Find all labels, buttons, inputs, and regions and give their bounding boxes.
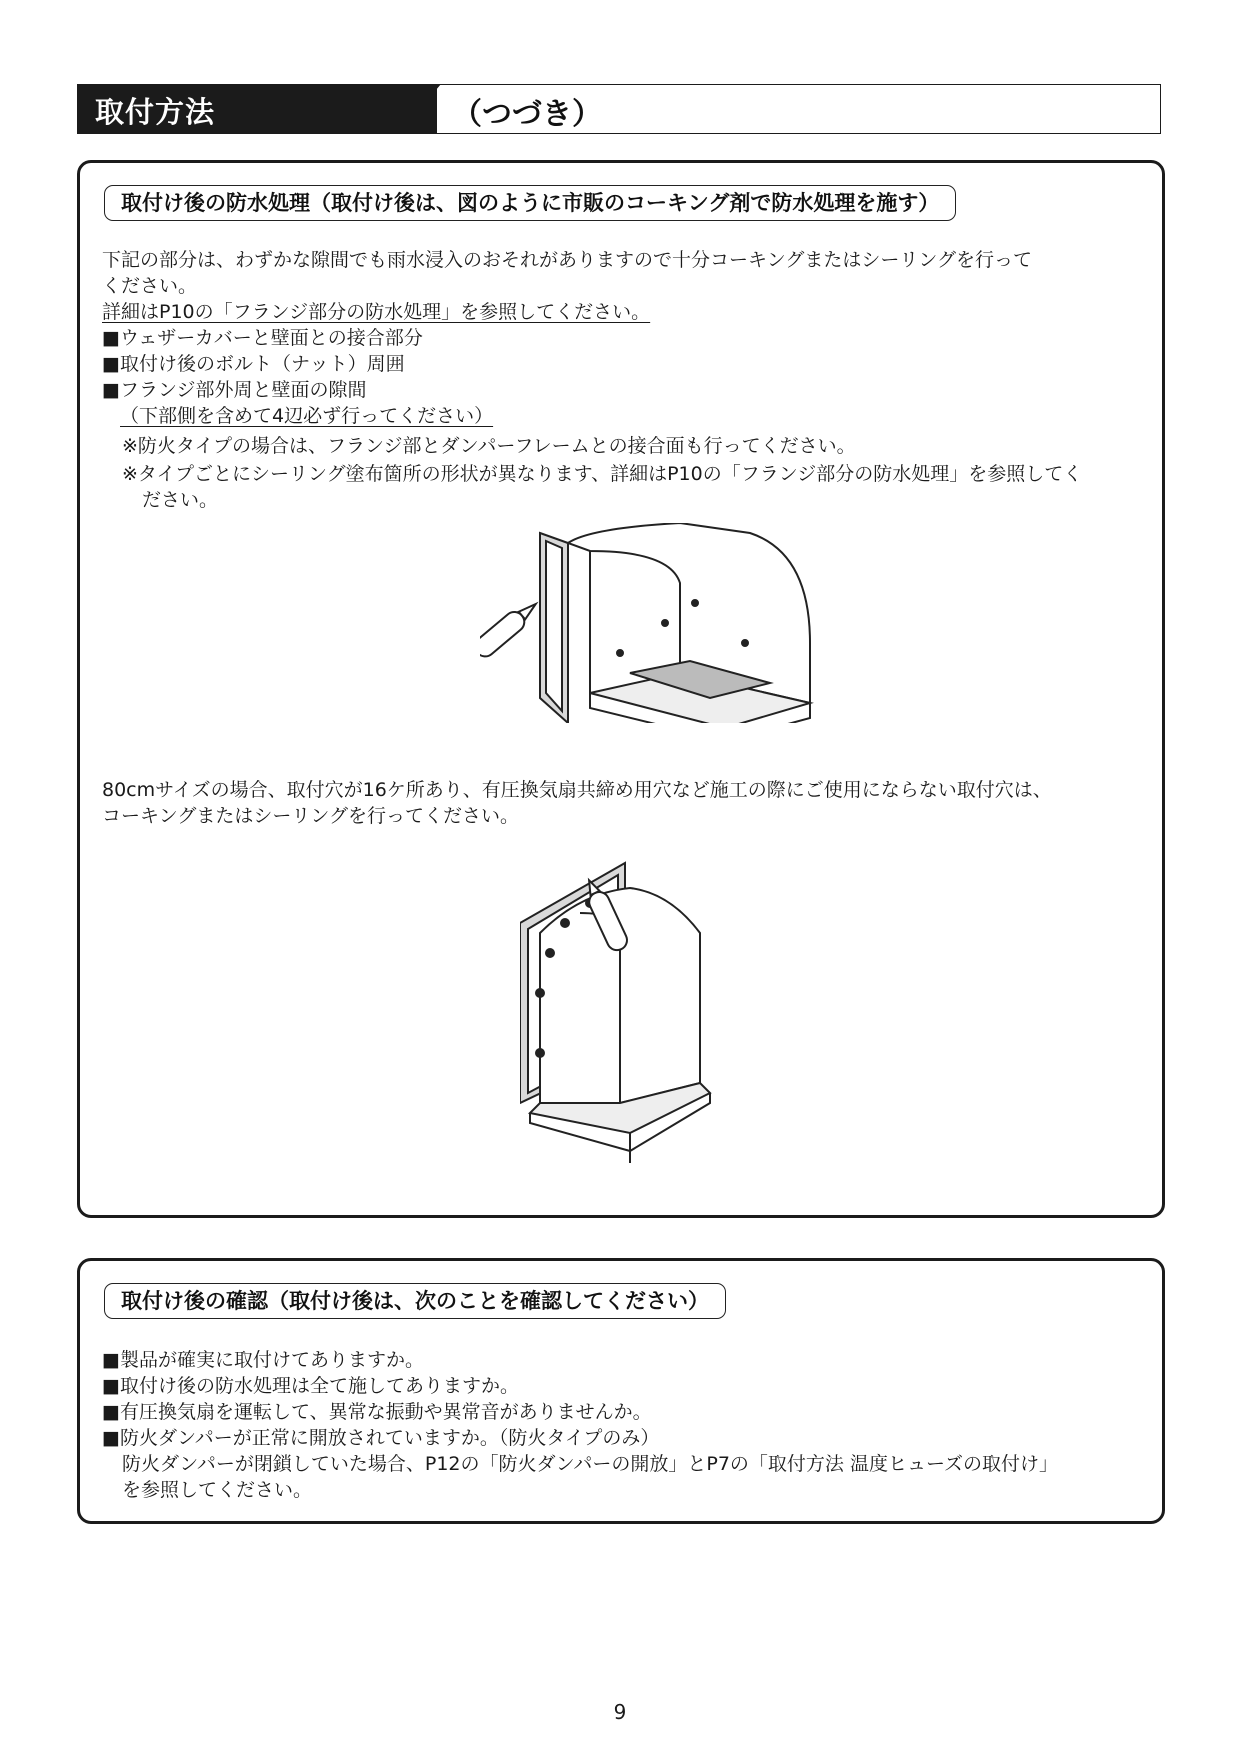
check-item: ■有圧換気扇を運転して、異常な振動や異常音がありませんか。 [102, 1401, 652, 1423]
check-item: ■取付け後の防水処理は全て施してありますか。 [102, 1375, 519, 1397]
header-title: 取付方法 [95, 95, 216, 129]
size-note-line-2: コーキングまたはシーリングを行ってください。 [102, 805, 520, 827]
damper-note-line-1: 防火ダンパーが閉鎖していた場合、P12の「防火ダンパーの開放」とP7の「取付方法 温度ヒューズの取付け」 [122, 1453, 1058, 1475]
reference-text: 詳細はP10の「フランジ部分の防水処理」を参照してください。 [102, 301, 651, 323]
check-item: ■製品が確実に取付けてありますか。 [102, 1349, 424, 1371]
waterproofing-heading: 取付け後の防水処理（取付け後は、図のように市販のコーキング剤で防水処理を施す） [104, 185, 956, 221]
size-note-line-1: 80cmサイズの場合、取付穴が16ケ所あり、有圧換気扇共締め用穴など施工の際にご使用にならない取付穴は、 [102, 779, 1052, 801]
header-subtitle: （つづき） [452, 97, 602, 132]
page-number: 9 [613, 1700, 627, 1724]
damper-note-line-2: を参照してください。 [122, 1479, 313, 1501]
bullet-note: （下部側を含めて4辺必ず行ってください） [120, 405, 494, 427]
check-item: ■防火ダンパーが正常に開放されていますか。（防火タイプのみ） [102, 1427, 660, 1449]
bullet-item: ■取付け後のボルト（ナット）周囲 [102, 353, 405, 375]
fire-type-note: ※防火タイプの場合は、フランジ部とダンパーフレームとの接合面も行ってください。 [122, 435, 856, 457]
waterproofing-section [77, 160, 1165, 1218]
type-note-line-1: ※タイプごとにシーリング塗布箇所の形状が異なります、詳細はP10の「フランジ部分の防水処理」を参照してく [122, 463, 1083, 485]
intro-line-2: ください。 [102, 275, 198, 297]
header-diagonal [399, 84, 441, 134]
check-heading: 取付け後の確認（取付け後は、次のことを確認してください） [104, 1283, 726, 1319]
section-header [77, 84, 1161, 134]
bullet-item: ■フランジ部外周と壁面の隙間 [102, 379, 367, 401]
weather-cover-figure-1 [480, 523, 870, 723]
intro-line-1: 下記の部分は、わずかな隙間でも雨水浸入のおそれがありますので十分コーキングまたはシーリングを行って [102, 249, 1033, 271]
bullet-item: ■ウェザーカバーと壁面との接合部分 [102, 327, 423, 349]
post-install-check-section [77, 1258, 1165, 1524]
weather-cover-figure-2 [520, 853, 780, 1183]
type-note-line-2: ださい。 [142, 489, 219, 511]
